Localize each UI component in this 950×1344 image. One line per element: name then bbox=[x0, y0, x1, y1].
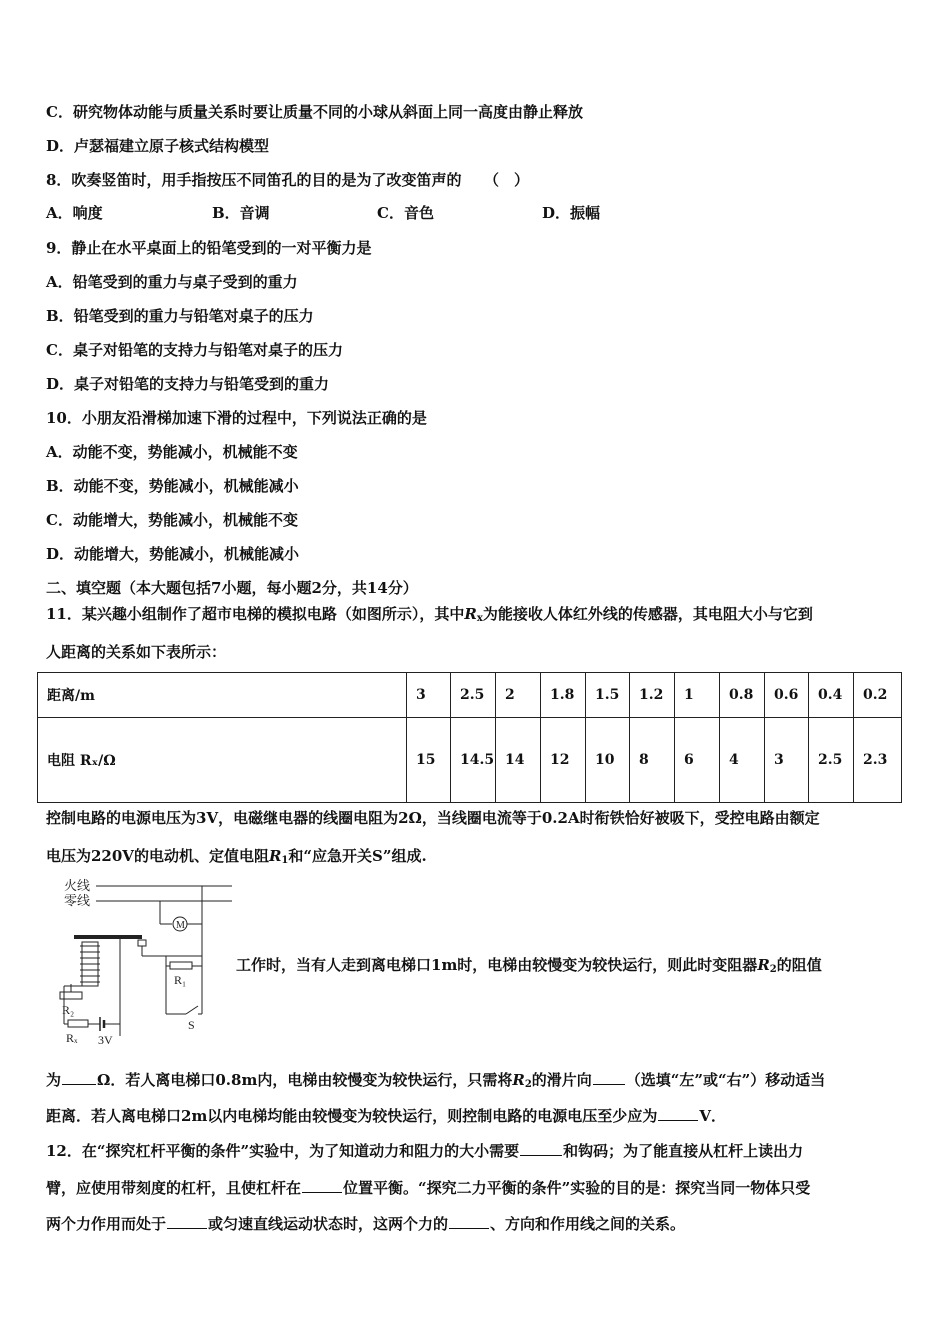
table-cell: 10 bbox=[586, 718, 630, 803]
answer-blank[interactable] bbox=[302, 1176, 342, 1193]
table-cell: 6 bbox=[675, 718, 720, 803]
option-c: C．桌子对铅笔的支持力与铅笔对桌子的压力 bbox=[46, 341, 343, 359]
r2-label: R₂ bbox=[62, 1003, 75, 1017]
paragraph: 控制电路的电源电压为3V，电磁继电器的线圈电阻为2Ω，当线圈电流等于0.2A时衔铁恰好被吸下，受控电路由额定 bbox=[46, 809, 820, 827]
table-cell: 距离/m bbox=[38, 673, 407, 718]
option-d: D．桌子对铅笔的支持力与铅笔受到的重力 bbox=[46, 375, 330, 393]
neutral-wire-label: 零线 bbox=[64, 893, 91, 908]
table-cell: 15 bbox=[407, 718, 451, 803]
option-b: B．音调 bbox=[212, 204, 270, 222]
battery-label: 3V bbox=[98, 1033, 113, 1047]
option-c: C．音色 bbox=[377, 204, 434, 222]
switch-label: S bbox=[188, 1018, 195, 1032]
table-cell: 2 bbox=[496, 673, 541, 718]
answer-blank[interactable] bbox=[62, 1068, 96, 1085]
distance-resistance-table bbox=[37, 672, 902, 803]
table-cell: 0.8 bbox=[720, 673, 765, 718]
r1-label: R₁ bbox=[174, 973, 187, 987]
table-cell: 12 bbox=[541, 718, 586, 803]
section-heading: 二、填空题（本大题包括7小题，每小题2分，共14分） bbox=[46, 579, 418, 597]
switch-blade bbox=[186, 1006, 198, 1014]
live-wire-label: 火线 bbox=[64, 878, 91, 893]
option-b: B．铅笔受到的重力与铅笔对桌子的压力 bbox=[46, 307, 314, 325]
relay-coil bbox=[80, 946, 100, 982]
paragraph: 电压为220V的电动机、定值电阻$R_1$和“应急开关S”组成. bbox=[46, 847, 427, 866]
table-cell: 3 bbox=[407, 673, 451, 718]
table-row bbox=[38, 673, 902, 718]
table-cell: 2.5 bbox=[451, 673, 496, 718]
answer-blank[interactable] bbox=[449, 1212, 489, 1229]
option-a: A．铅笔受到的重力与桌子受到的重力 bbox=[46, 273, 298, 291]
table-cell: 1.5 bbox=[586, 673, 630, 718]
answer-blank[interactable] bbox=[593, 1068, 625, 1085]
paragraph: 为 Ω．若人离电梯口0.8m内，电梯由较慢变为较快运行，只需将$R_2$的滑片向 （选填“左”或“右”）移动适当 bbox=[46, 1068, 825, 1095]
question-12: 12．在“探究杠杆平衡的条件”实验中，为了知道动力和阻力的大小需要 和钩码；为了能直接从杠杆上读出力 bbox=[46, 1139, 803, 1161]
question-10: 10．小朋友沿滑梯加速下滑的过程中，下列说法正确的是 bbox=[46, 409, 427, 427]
resistor-rx bbox=[68, 1020, 88, 1027]
question-8: 8．吹奏竖笛时，用手指按压不同笛孔的目的是为了改变笛声的 （ ） bbox=[46, 171, 529, 189]
table-cell: 1.2 bbox=[630, 673, 675, 718]
option-a: A．响度 bbox=[46, 204, 103, 222]
table-cell: 1 bbox=[675, 673, 720, 718]
question-12-cont: 两个力作用而处于 或匀速直线运动状态时，这两个力的 、方向和作用线之间的关系。 bbox=[46, 1212, 685, 1234]
table-cell: 2.3 bbox=[854, 718, 902, 803]
paragraph: 工作时，当有人走到离电梯口1m时，电梯由较慢变为较快运行，则此时变阻器$R_2$的阻值 bbox=[236, 956, 822, 975]
contact bbox=[138, 940, 146, 946]
option-d: D．动能增大，势能减小，机械能减小 bbox=[46, 545, 300, 563]
table-cell: 0.2 bbox=[854, 673, 902, 718]
rx-label: Rₓ bbox=[66, 1031, 78, 1045]
option-line: D．卢瑟福建立原子核式结构模型 bbox=[46, 137, 270, 155]
option-line: C．研究物体动能与质量关系时要让质量不同的小球从斜面上同一高度由静止释放 bbox=[46, 103, 583, 121]
question-11: 11．某兴趣小组制作了超市电梯的模拟电路（如图所示），其中$R_x$为能接收人体红外线的传感器，其电阻大小与它到 bbox=[46, 605, 813, 624]
table-cell: 14 bbox=[496, 718, 541, 803]
motor-label: M bbox=[176, 920, 185, 931]
circuit-diagram bbox=[46, 874, 236, 1050]
question-9: 9．静止在水平桌面上的铅笔受到的一对平衡力是 bbox=[46, 239, 372, 257]
question-8-options bbox=[46, 203, 686, 225]
option-c: C．动能增大，势能减小，机械能不变 bbox=[46, 511, 298, 529]
answer-blank[interactable] bbox=[658, 1104, 698, 1121]
paragraph: 距离．若人离电梯口2m以内电梯均能由较慢变为较快运行，则控制电路的电源电压至少应为 V． bbox=[46, 1104, 726, 1126]
question-11-cont: 人距离的关系如下表所示： bbox=[46, 643, 227, 661]
table-cell: 2.5 bbox=[809, 718, 854, 803]
resistor-r2 bbox=[60, 992, 82, 999]
table-cell: 电阻 Rₓ/Ω bbox=[38, 718, 407, 803]
table-cell: 1.8 bbox=[541, 673, 586, 718]
question-12-cont: 臂，应使用带刻度的杠杆，且使杠杆在 位置平衡。“探究二力平衡的条件”实验的目的是：探究当同一物体只受 bbox=[46, 1176, 810, 1198]
table-cell: 3 bbox=[765, 718, 809, 803]
table-cell: 8 bbox=[630, 718, 675, 803]
table-cell: 0.6 bbox=[765, 673, 809, 718]
armature bbox=[74, 935, 142, 939]
resistor-r1 bbox=[170, 962, 192, 969]
option-b: B．动能不变，势能减小，机械能减小 bbox=[46, 477, 299, 495]
answer-blank[interactable] bbox=[520, 1139, 562, 1156]
table-row bbox=[38, 718, 902, 803]
table-cell: 14.5 bbox=[451, 718, 496, 803]
table-cell: 4 bbox=[720, 718, 765, 803]
option-d: D．振幅 bbox=[542, 204, 601, 222]
option-a: A．动能不变，势能减小，机械能不变 bbox=[46, 443, 298, 461]
table-cell: 0.4 bbox=[809, 673, 854, 718]
answer-blank[interactable] bbox=[167, 1212, 207, 1229]
